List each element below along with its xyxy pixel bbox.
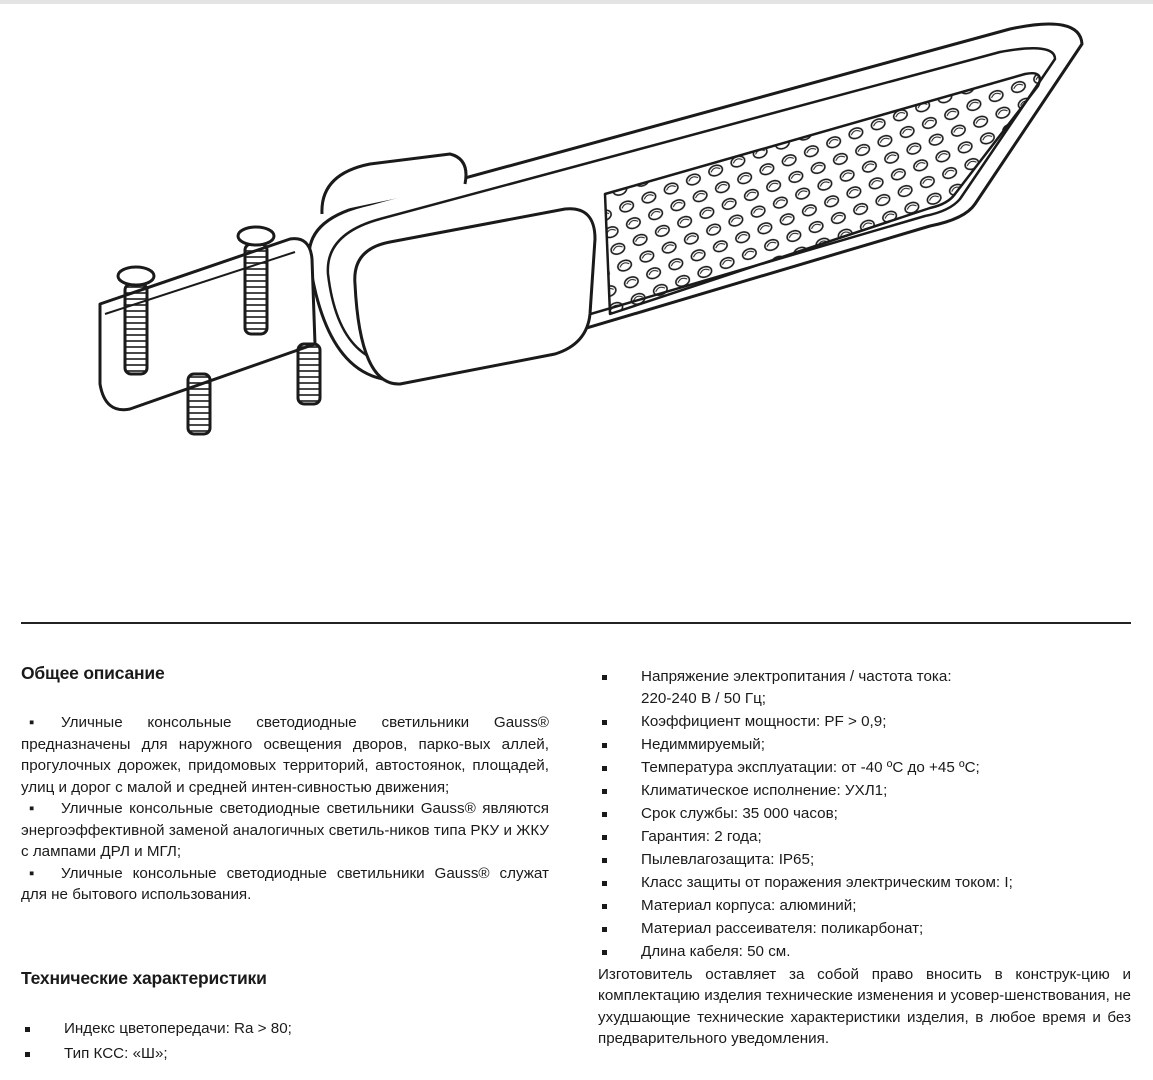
list-item: Коэффициент мощности: PF > 0,9; [598,711,1131,733]
tech-specs-list-right [598,666,1131,962]
description-paragraph: ▪ Уличные консольные светодиодные светильники Gauss® служат для не бытового использования. [21,864,549,903]
tech-specs-heading: Технические характеристики [21,968,267,988]
list-item: Недиммируемый; [598,734,1131,756]
bullet-icon: ▪ [29,714,35,731]
right-column [598,666,1131,1050]
bullet-icon: ▪ [29,864,35,882]
list-item: Климатическое исполнение: УХЛ1; [598,780,1131,802]
list-item: Напряжение электропитания / частота тока: 220-240 В / 50 Гц; [598,666,1131,709]
top-rule [0,0,1153,4]
street-light-illustration [70,14,1100,444]
description-paragraph: ▪ Уличные консольные светодиодные светильники Gauss® являются энергоэффективной заменой аналогичных светиль-ников типа РКУ и ЖКУ с лампами ДРЛ и МГЛ; [21,800,549,860]
manufacturer-disclaimer: Изготовитель оставляет за собой право вносить в конструк-цию и комплектацию изделия технические изменения и усовер-шенствования, не ухудшающие технические характеристики изделия, в любое время и без предварительного уведомления. [598,965,1131,1047]
list-item: Материал корпуса: алюминий; [598,895,1131,917]
list-item: Гарантия: 2 года; [598,826,1131,848]
list-item: Тип КСС: «Ш»; [21,1043,549,1065]
list-item: Класс защиты от поражения электрическим током: I; [598,872,1131,894]
list-item: Индекс цветопередачи: Ra > 80; [21,1018,549,1040]
list-item: Температура эксплуатации: от -40 ºС до +45 ºС; [598,757,1131,779]
section-divider [21,622,1131,624]
bullet-icon: ▪ [29,800,35,817]
list-item: Пылевлагозащита: IP65; [598,849,1131,871]
tech-specs-list-left [21,1018,549,1067]
general-description [21,712,549,906]
list-item: Длина кабеля: 50 см. [598,941,1131,963]
description-paragraph: ▪ Уличные консольные светодиодные светильники Gauss® предназначены для наружного освещения дворов, парко-вых аллей, прогулочных дорожек, придомовых территорий, автостоянок, площадей, улиц и дорог с малой и средней интен-сивностью движения; [21,714,549,796]
list-item: Материал рассеивателя: поликарбонат; [598,918,1131,940]
general-description-heading: Общее описание [21,663,165,683]
list-item: Срок службы: 35 000 часов; [598,803,1131,825]
mounting-bracket [100,227,320,434]
luminaire-body [309,24,1082,384]
